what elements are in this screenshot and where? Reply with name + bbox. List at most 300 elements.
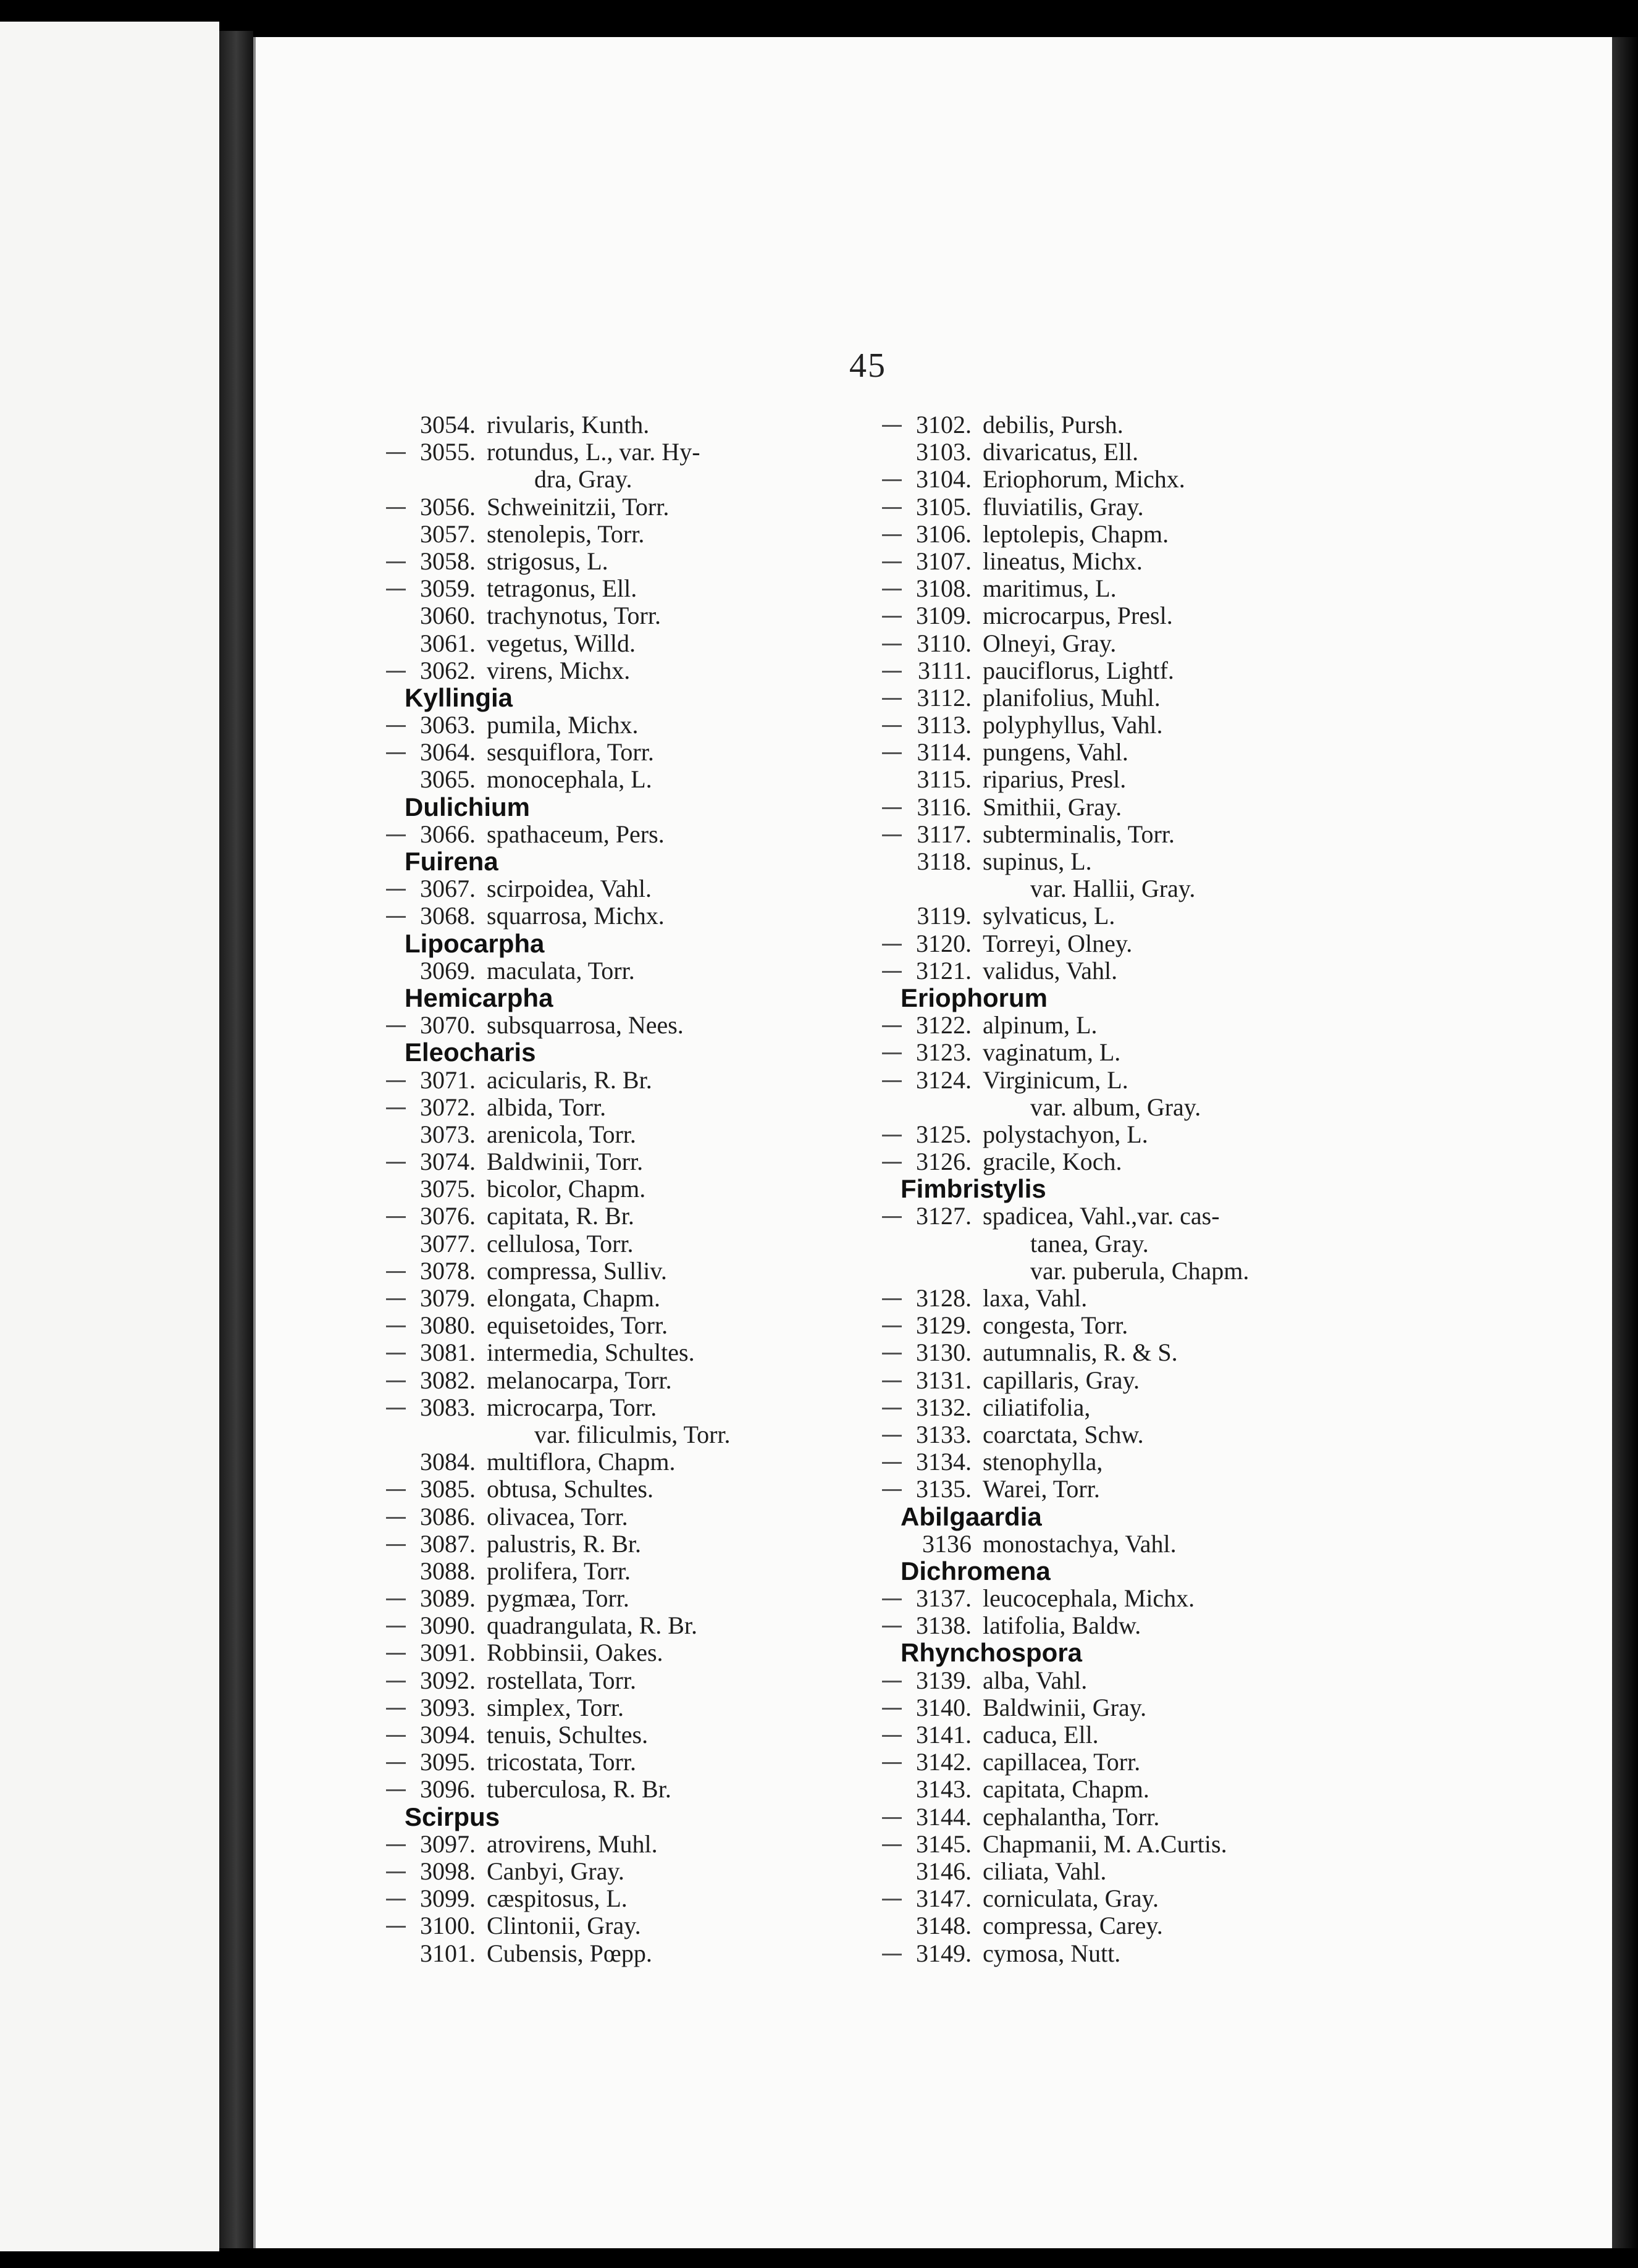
genus-heading: Eleocharis [405,1038,536,1067]
species-entry [863,1585,1333,1612]
entry-number: 3149. [916,1939,972,1967]
entry-number: 3084. [420,1448,476,1476]
entry-number: 3076. [420,1202,476,1230]
species-name: cephalantha, Torr. [983,1802,1160,1831]
entry-number: 3140. [916,1693,972,1721]
entry-number: 3095. [420,1748,476,1776]
species-entry [368,1776,837,1803]
species-name: microcarpa, Torr. [487,1393,657,1421]
genus-heading: Kyllingia [405,682,513,712]
species-entry [863,766,1333,793]
species-name: capillaris, Gray. [983,1366,1140,1394]
species-name: capitata, Chapm. [983,1775,1149,1804]
entry-number: 3114. [917,738,972,766]
species-name: strigosus, L. [487,547,608,575]
genus-heading: Dichromena [901,1556,1051,1586]
species-entry [368,1476,837,1503]
species-name: elongata, Chapm. [487,1284,661,1312]
species-entry [863,902,1333,930]
left-column [368,411,837,1967]
species-entry [863,684,1333,712]
species-name: vegetus, Willd. [487,629,636,657]
entry-number: 3111. [917,656,972,684]
species-entry [863,1912,1333,1939]
species-name: compressa, Carey. [983,1912,1163,1940]
species-name: spadicea, Vahl.,var. cas- [983,1202,1220,1230]
entry-number: 3115. [917,765,972,794]
species-name: Schweinitzii, Torr. [487,492,670,521]
entry-number: 3145. [916,1829,972,1858]
entry-number: 3086. [420,1502,476,1531]
species-name: melanocarpa, Torr. [487,1366,672,1394]
entry-number: 3108. [916,574,972,603]
species-name: Baldwinii, Gray. [983,1693,1147,1721]
species-name: virens, Michx. [487,656,631,684]
species-name: caduca, Ell. [983,1721,1099,1749]
entry-number: 3126. [916,1148,972,1176]
species-name: atrovirens, Muhl. [487,1829,658,1858]
species-name: subterminalis, Torr. [983,820,1175,848]
entry-continuation: var. album, Gray. [1030,1093,1201,1121]
entry-number: 3120. [916,929,972,957]
species-entry [368,575,837,602]
species-name: intermedia, Schultes. [487,1338,695,1367]
entry-number: 3130. [916,1338,972,1367]
species-entry [863,712,1333,739]
species-entry [368,766,837,793]
species-entry [863,466,1333,493]
entry-continuation: var. filiculmis, Torr. [534,1420,731,1448]
species-name: Chapmanii, M. A.Curtis. [983,1829,1227,1858]
species-entry [368,902,837,930]
entry-number: 3109. [916,602,972,630]
species-name: laxa, Vahl. [983,1284,1088,1312]
species-name: rostellata, Torr. [487,1666,636,1694]
entry-continuation: var. Hallii, Gray. [1030,875,1196,903]
species-name: alba, Vahl. [983,1666,1088,1694]
species-entry [368,1831,837,1858]
species-entry [863,1121,1333,1148]
species-name: vaginatum, L. [983,1038,1121,1067]
species-name: Eriophorum, Michx. [983,465,1185,494]
species-name: tricostata, Torr. [487,1748,636,1776]
entry-number: 3127. [916,1202,972,1230]
species-name: Cubensis, Pœpp. [487,1939,652,1967]
species-name: multiflora, Chapm. [487,1448,676,1476]
entry-number: 3129. [916,1311,972,1340]
species-entry [863,1721,1333,1749]
species-name: ciliatifolia, [983,1393,1091,1421]
species-name: Olneyi, Gray. [983,629,1117,657]
entry-number: 3064. [420,738,476,766]
species-entry [368,1940,837,1967]
species-entry [863,930,1333,957]
book-binding [219,31,253,2248]
species-name: leptolepis, Chapm. [983,519,1169,548]
species-name: Canbyi, Gray. [487,1857,624,1885]
entry-number: 3078. [420,1256,476,1285]
species-entry [863,1394,1333,1421]
species-entry [863,575,1333,602]
species-name: ciliata, Vahl. [983,1857,1107,1885]
species-entry [368,602,837,629]
species-entry [863,1831,1333,1858]
entry-number: 3068. [420,902,476,930]
entry-number: 3148. [916,1912,972,1940]
entry-number: 3061. [420,629,476,657]
page-edge [1612,37,1638,2248]
species-name: coarctata, Schw. [983,1420,1144,1448]
species-name: fluviatilis, Gray. [983,492,1144,521]
species-name: riparius, Presl. [983,765,1127,794]
species-entry [863,1694,1333,1721]
species-name: Warei, Torr. [983,1475,1100,1503]
entry-number: 3097. [420,1829,476,1858]
species-entry [863,1612,1333,1639]
species-name: corniculata, Gray. [983,1884,1159,1913]
species-name: cellulosa, Torr. [487,1229,634,1258]
species-entry [368,1230,837,1258]
entry-number: 3071. [420,1065,476,1094]
entry-number: 3092. [420,1666,476,1694]
species-entry [368,1203,837,1230]
species-entry [863,494,1333,521]
species-name: olivacea, Torr. [487,1502,628,1531]
species-entry [863,1776,1333,1803]
entry-number: 3098. [420,1857,476,1885]
genus-heading: Hemicarpha [405,983,553,1012]
entry-number: 3091. [420,1639,476,1667]
species-name: polystachyon, L. [983,1120,1148,1148]
entry-number: 3069. [420,956,476,985]
species-entry [368,1258,837,1285]
page-number: 45 [849,346,886,385]
species-name: prolifera, Torr. [487,1556,631,1585]
species-entry [368,875,837,902]
species-entry [368,521,837,548]
species-entry [368,1885,837,1912]
entry-number: 3088. [420,1556,476,1585]
species-entry [863,1148,1333,1175]
left-page [0,22,219,2251]
species-name: sylvaticus, L. [983,902,1115,930]
species-name: maritimus, L. [983,574,1117,603]
species-entry [863,602,1333,629]
entry-number: 3123. [916,1038,972,1067]
entry-continuation: var. puberula, Chapm. [1030,1256,1250,1285]
species-entry [863,1858,1333,1885]
species-name: equisetoides, Torr. [487,1311,668,1340]
species-name: alpinum, L. [983,1011,1098,1040]
entry-number: 3079. [420,1284,476,1312]
species-name: lineatus, Michx. [983,547,1143,575]
entry-number: 3075. [420,1175,476,1203]
entry-number: 3058. [420,547,476,575]
species-name: monostachya, Vahl. [983,1529,1177,1558]
species-entry [863,848,1333,875]
species-name: subsquarrosa, Nees. [487,1011,684,1040]
entry-number: 3085. [420,1475,476,1503]
species-entry [368,1585,837,1612]
species-entry [863,1012,1333,1039]
entry-number: 3139. [916,1666,972,1694]
species-entry [863,957,1333,985]
species-name: cæspitosus, L. [487,1884,628,1913]
entry-number: 3124. [916,1065,972,1094]
entry-number: 3063. [420,711,476,739]
species-name: trachynotus, Torr. [487,602,661,630]
species-name: compressa, Sulliv. [487,1256,667,1285]
entry-number: 3062. [420,656,476,684]
species-entry [368,1285,837,1312]
species-entry [863,1203,1333,1230]
species-entry [368,712,837,739]
entry-number: 3119. [917,902,972,930]
species-name: quadrangulata, R. Br. [487,1611,698,1640]
species-entry [863,1285,1333,1312]
species-entry [368,1012,837,1039]
species-entry [368,1448,837,1476]
species-entry [863,1940,1333,1967]
species-name: tetragonus, Ell. [487,574,637,603]
right-column [863,411,1333,1967]
species-name: polyphyllus, Vahl. [983,711,1163,739]
species-name: pygmæa, Torr. [487,1584,629,1613]
species-name: Virginicum, L. [983,1065,1128,1094]
species-entry [368,1367,837,1394]
species-name: albida, Torr. [487,1093,607,1121]
species-entry [368,1639,837,1666]
species-entry [368,439,837,466]
species-entry [368,494,837,521]
entry-number: 3054. [420,411,476,439]
species-entry [368,657,837,684]
species-name: Torreyi, Olney. [983,929,1133,957]
species-name: tuberculosa, R. Br. [487,1775,671,1804]
species-name: capillacea, Torr. [983,1748,1141,1776]
species-entry [368,1912,837,1939]
species-entry [368,1694,837,1721]
species-entry [368,1175,837,1203]
entry-number: 3102. [916,411,972,439]
genus-heading: Rhynchospora [901,1638,1083,1668]
species-entry [368,411,837,439]
entry-number: 3133. [916,1420,972,1448]
entry-number: 3089. [420,1584,476,1613]
entry-continuation: tanea, Gray. [1030,1229,1149,1258]
species-entry [863,439,1333,466]
entry-number: 3138. [916,1611,972,1640]
species-entry [368,1558,837,1585]
entry-number: 3057. [420,519,476,548]
entry-number: 3128. [916,1284,972,1312]
species-name: monocephala, L. [487,765,652,794]
species-entry [863,1421,1333,1448]
species-entry [368,1094,837,1121]
species-name: latifolia, Baldw. [983,1611,1141,1640]
species-entry [863,1804,1333,1831]
entry-number: 3100. [420,1912,476,1940]
entry-number: 3144. [916,1802,972,1831]
species-entry [368,1312,837,1339]
entry-number: 3143. [916,1775,972,1804]
species-entry [863,657,1333,684]
species-entry [863,521,1333,548]
species-name: planifolius, Muhl. [983,683,1161,712]
genus-heading: Scirpus [405,1802,500,1831]
species-name: stenolepis, Torr. [487,519,645,548]
entry-number: 3135. [916,1475,972,1503]
species-name: spathaceum, Pers. [487,820,665,848]
entry-number: 3080. [420,1311,476,1340]
entry-number: 3082. [420,1366,476,1394]
genus-heading: Fimbristylis [901,1174,1046,1204]
species-entry [368,1121,837,1148]
entry-number: 3113. [917,711,972,739]
species-name: rivularis, Kunth. [487,411,650,439]
species-name: squarrosa, Michx. [487,902,665,930]
species-entry [368,1503,837,1531]
species-entry [863,1531,1333,1558]
entry-number: 3116. [917,792,972,821]
entry-number: 3107. [916,547,972,575]
species-name: scirpoidea, Vahl. [487,875,652,903]
genus-heading: Abilgaardia [901,1502,1042,1531]
species-name: leucocephala, Michx. [983,1584,1195,1613]
species-entry [368,957,837,985]
genus-heading: Dulichium [405,792,531,821]
entry-number: 3137. [916,1584,972,1613]
entry-number: 3105. [916,492,972,521]
species-name: cymosa, Nutt. [983,1939,1121,1967]
entry-number: 3056. [420,492,476,521]
entry-number: 3110. [917,629,972,657]
genus-heading: Fuirena [405,847,498,876]
species-name: gracile, Koch. [983,1148,1122,1176]
species-entry [863,548,1333,575]
species-entry [863,1339,1333,1366]
species-name: Smithii, Gray. [983,792,1122,821]
entry-number: 3073. [420,1120,476,1148]
species-name: stenophylla, [983,1448,1103,1476]
entry-number: 3066. [420,820,476,848]
entry-number: 3065. [420,765,476,794]
species-entry [368,630,837,657]
species-name: autumnalis, R. & S. [983,1338,1178,1367]
species-entry [368,821,837,848]
species-name: arenicola, Torr. [487,1120,636,1148]
entry-number: 3147. [916,1884,972,1913]
entry-number: 3146. [916,1857,972,1885]
species-name: acicularis, R. Br. [487,1065,652,1094]
entry-number: 3136 [922,1529,972,1558]
species-name: pungens, Vahl. [983,738,1128,766]
entry-number: 3101. [420,1939,476,1967]
entry-number: 3112. [917,683,972,712]
entry-number: 3093. [420,1693,476,1721]
species-name: pumila, Michx. [487,711,639,739]
species-entry [863,1749,1333,1776]
entry-number: 3074. [420,1148,476,1176]
species-name: Clintonii, Gray. [487,1912,641,1940]
genus-heading: Lipocarpha [405,928,545,958]
species-entry [368,1612,837,1639]
species-entry [863,1312,1333,1339]
entry-number: 3134. [916,1448,972,1476]
entry-number: 3099. [420,1884,476,1913]
species-name: Robbinsii, Oakes. [487,1639,663,1667]
species-name: supinus, L. [983,847,1092,875]
entry-number: 3077. [420,1229,476,1258]
species-entry [368,1858,837,1885]
species-entry [368,739,837,766]
entry-number: 3106. [916,519,972,548]
entry-number: 3090. [420,1611,476,1640]
species-name: tenuis, Schultes. [487,1721,649,1749]
species-entry [863,1039,1333,1066]
species-entry [863,1448,1333,1476]
entry-continuation: dra, Gray. [534,465,632,494]
species-name: bicolor, Chapm. [487,1175,646,1203]
entry-number: 3121. [916,956,972,985]
entry-number: 3070. [420,1011,476,1040]
entry-number: 3087. [420,1529,476,1558]
entry-number: 3055. [420,438,476,466]
species-entry [863,739,1333,766]
species-name: Baldwinii, Torr. [487,1148,644,1176]
species-entry [863,411,1333,439]
species-name: obtusa, Schultes. [487,1475,653,1503]
entry-number: 3060. [420,602,476,630]
species-entry [863,630,1333,657]
species-name: capitata, R. Br. [487,1202,634,1230]
species-name: simplex, Torr. [487,1693,624,1721]
entry-number: 3117. [917,820,972,848]
species-entry [368,1148,837,1175]
species-entry [368,548,837,575]
entry-number: 3083. [420,1393,476,1421]
species-name: maculata, Torr. [487,956,635,985]
species-entry [863,1885,1333,1912]
species-entry [863,794,1333,821]
entry-number: 3132. [916,1393,972,1421]
entry-number: 3067. [420,875,476,903]
entry-number: 3118. [917,847,972,875]
genus-heading: Eriophorum [901,983,1048,1012]
species-entry [863,821,1333,848]
species-entry [368,1721,837,1749]
species-name: sesquiflora, Torr. [487,738,654,766]
species-entry [368,1531,837,1558]
entry-number: 3125. [916,1120,972,1148]
entry-number: 3142. [916,1748,972,1776]
entry-number: 3059. [420,574,476,603]
species-name: pauciflorus, Lightf. [983,656,1174,684]
species-name: rotundus, L., var. Hy- [487,438,700,466]
species-name: palustris, R. Br. [487,1529,642,1558]
entry-number: 3096. [420,1775,476,1804]
species-entry [368,1067,837,1094]
species-entry [863,1667,1333,1694]
species-entry [863,1476,1333,1503]
species-entry [368,1667,837,1694]
entry-number: 3081. [420,1338,476,1367]
species-name: divaricatus, Ell. [983,438,1139,466]
species-name: microcarpus, Presl. [983,602,1173,630]
entry-number: 3131. [916,1366,972,1394]
entry-number: 3072. [420,1093,476,1121]
species-name: validus, Vahl. [983,956,1118,985]
